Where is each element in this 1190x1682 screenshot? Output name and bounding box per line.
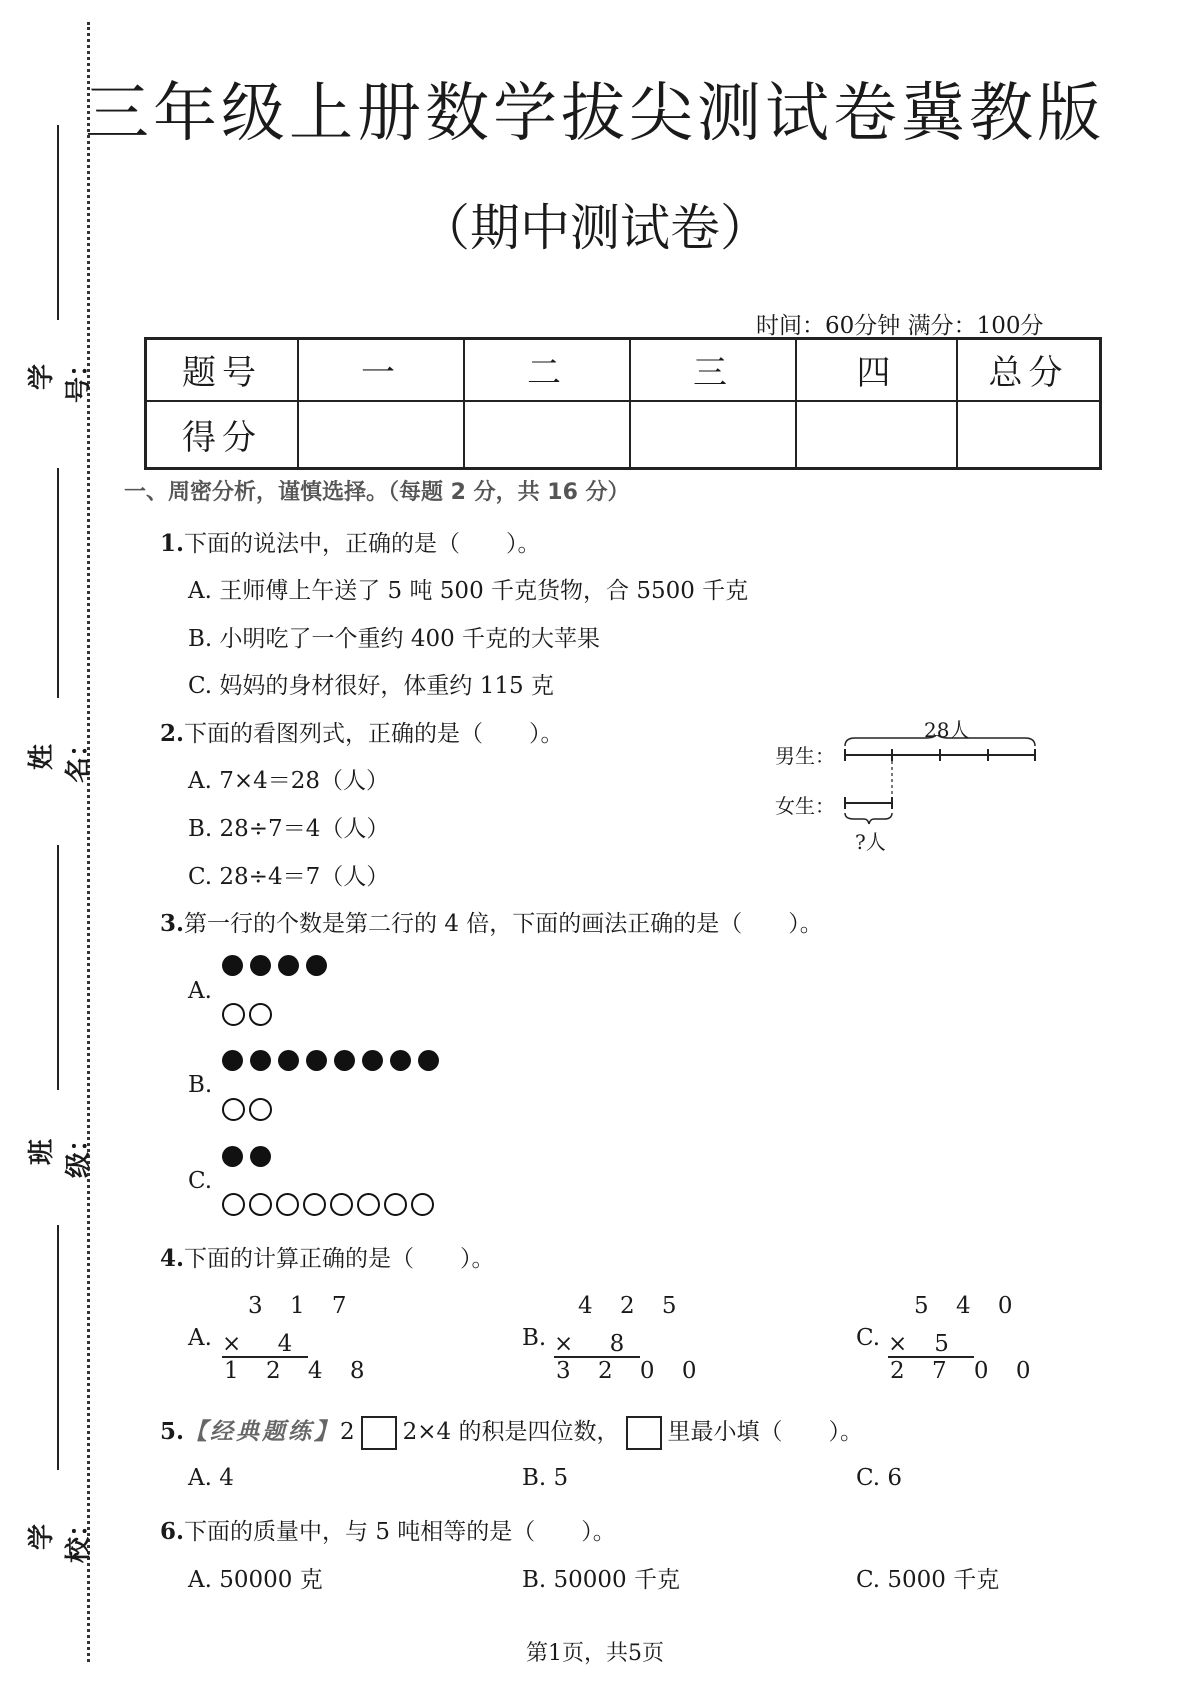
- q1-option-b: B. 小明吃了一个重约 400 千克的大苹果: [188, 626, 601, 652]
- q3-a-filled-row: [222, 955, 334, 980]
- q6-option-b: B. 50000 千克: [522, 1567, 681, 1593]
- filled-circle: [222, 1146, 243, 1167]
- score-cell[interactable]: [298, 401, 464, 469]
- question-3: [160, 905, 823, 938]
- q3-option-b-label: B.: [188, 1072, 213, 1098]
- question-number: 3.: [160, 910, 185, 937]
- score-header-cell: 一: [298, 339, 464, 401]
- score-cell[interactable]: [957, 401, 1101, 469]
- q4-b-multiplicand: 4 2 5: [578, 1293, 687, 1319]
- cut-line: [87, 22, 90, 1662]
- question-1: [160, 525, 541, 558]
- question-text: 下面的计算正确的是（ ）。: [184, 1246, 495, 1272]
- blank-box[interactable]: [361, 1416, 397, 1450]
- q5-option-c: C. 6: [856, 1465, 903, 1491]
- question-text: 第一行的个数是第二行的 4 倍，下面的画法正确的是（ ）。: [184, 911, 823, 937]
- filled-circle: [278, 955, 299, 976]
- school-label: 学校：: [27, 1511, 94, 1564]
- name-label: 姓名：: [27, 731, 94, 784]
- score-cell[interactable]: [796, 401, 957, 469]
- hollow-circle: [411, 1193, 434, 1216]
- question-text: 下面的看图列式，正确的是（ ）。: [184, 721, 564, 747]
- q4-c-multiplier: × 5: [888, 1331, 951, 1357]
- hollow-circle: [222, 1003, 245, 1026]
- question-number: 5.: [160, 1418, 185, 1445]
- q4-c-multiplicand: 5 4 0: [914, 1293, 1023, 1319]
- student-id-label: 学号：: [27, 351, 94, 404]
- q3-b-hollow-row: [222, 1098, 276, 1125]
- score-table: [144, 337, 1102, 470]
- filled-circle: [334, 1050, 355, 1071]
- score-header-cell: 总分: [957, 339, 1101, 401]
- q4-option-b-label: B.: [522, 1325, 547, 1351]
- q6-option-a: A. 50000 克: [188, 1567, 323, 1593]
- page-footer: 第1页，共5页: [526, 1641, 664, 1666]
- question-number: 1.: [160, 530, 185, 557]
- diagram-boys-label: 男生：: [775, 744, 835, 768]
- q4-c-result: 2 7 0 0: [890, 1358, 1041, 1384]
- score-header-cell: 三: [630, 339, 796, 401]
- total-brace: [845, 735, 1035, 746]
- question-number: 4.: [160, 1245, 185, 1272]
- q5-mid: 2×4 的积是四位数，: [402, 1419, 620, 1445]
- hollow-circle: [276, 1193, 299, 1216]
- time-and-score: 时间：60分钟 满分：100分: [756, 313, 1044, 339]
- q4-option-a-label: A.: [188, 1325, 212, 1351]
- q5-pre: 2: [340, 1419, 355, 1445]
- diagram-unknown-label: ?人: [855, 830, 886, 854]
- filled-circle: [362, 1050, 383, 1071]
- q6-option-c: C. 5000 千克: [856, 1567, 1000, 1593]
- q2-option-a: A. 7×4＝28（人）: [188, 768, 390, 794]
- hollow-circle: [222, 1193, 245, 1216]
- score-header-cell: 四: [796, 339, 957, 401]
- question-text: 下面的质量中，与 5 吨相等的是（ ）。: [184, 1519, 616, 1545]
- score-cell[interactable]: [464, 401, 630, 469]
- blank-box[interactable]: [626, 1416, 662, 1450]
- q1-option-a: A. 王师傅上午送了 5 吨 500 千克货物，合 5500 千克: [188, 578, 749, 604]
- filled-circle: [250, 955, 271, 976]
- q2-option-c: C. 28÷4＝7（人）: [188, 864, 390, 890]
- question-number: 2.: [160, 720, 185, 747]
- q4-a-multiplier: × 4: [222, 1331, 295, 1357]
- filled-circle: [250, 1146, 271, 1167]
- school-line: [57, 1225, 59, 1470]
- name-line: [57, 468, 59, 698]
- q4-a-result: 1 2 4 8: [224, 1358, 375, 1384]
- q5-option-b: B. 5: [522, 1465, 569, 1491]
- q4-option-c-label: C.: [856, 1325, 881, 1351]
- hollow-circle: [249, 1003, 272, 1026]
- bar-model-diagram: [840, 735, 1040, 830]
- filled-circle: [390, 1050, 411, 1071]
- hollow-circle: [384, 1193, 407, 1216]
- q3-b-filled-row: [222, 1050, 446, 1075]
- filled-circle: [222, 1050, 243, 1071]
- page-title: 三年级上册数学拔尖测试卷冀教版: [85, 77, 1105, 151]
- class-label: 班级：: [27, 1126, 94, 1179]
- hollow-circle: [249, 1193, 272, 1216]
- filled-circle: [418, 1050, 439, 1071]
- q4-b-result: 3 2 0 0: [556, 1358, 707, 1384]
- hollow-circle: [357, 1193, 380, 1216]
- q5-option-a: A. 4: [188, 1465, 234, 1491]
- q4-a-multiplicand: 3 1 7: [248, 1293, 357, 1319]
- score-cell[interactable]: [630, 401, 796, 469]
- question-number: 6.: [160, 1518, 185, 1545]
- hollow-circle: [303, 1193, 326, 1216]
- q5-post: 里最小填（ ）。: [667, 1419, 864, 1445]
- page-subtitle: （期中测试卷）: [420, 199, 770, 257]
- q4-b-multiplier: × 8: [554, 1331, 627, 1357]
- diagram-girls-label: 女生：: [775, 794, 835, 818]
- filled-circle: [250, 1050, 271, 1071]
- filled-circle: [306, 1050, 327, 1071]
- section-heading: 一、周密分析，谨慎选择。（每题 2 分，共 16 分）: [124, 480, 630, 505]
- q3-a-hollow-row: [222, 1003, 276, 1030]
- filled-circle: [278, 1050, 299, 1071]
- hollow-circle: [222, 1098, 245, 1121]
- diagram-total-label: 28人: [924, 718, 970, 742]
- filled-circle: [306, 955, 327, 976]
- q2-option-b: B. 28÷7＝4（人）: [188, 816, 390, 842]
- q3-c-filled-row: [222, 1146, 278, 1171]
- question-5: [160, 1413, 863, 1450]
- hollow-circle: [330, 1193, 353, 1216]
- score-header-cell: 题号: [146, 339, 299, 401]
- classic-tag: 【经典题练】: [184, 1418, 341, 1445]
- score-header-cell: 二: [464, 339, 630, 401]
- question-text: 下面的说法中，正确的是（ ）。: [184, 531, 541, 557]
- question-6: [160, 1513, 616, 1546]
- question-4: [160, 1240, 495, 1273]
- class-line: [57, 845, 59, 1090]
- unknown-brace: [845, 813, 892, 824]
- score-row-label: 得分: [146, 401, 299, 469]
- question-2: [160, 715, 564, 748]
- filled-circle: [222, 955, 243, 976]
- hollow-circle: [249, 1098, 272, 1121]
- q3-c-hollow-row: [222, 1193, 438, 1220]
- q1-option-c: C. 妈妈的身材很好，体重约 115 克: [188, 673, 554, 699]
- q3-option-a-label: A.: [188, 978, 212, 1004]
- q3-option-c-label: C.: [188, 1168, 213, 1194]
